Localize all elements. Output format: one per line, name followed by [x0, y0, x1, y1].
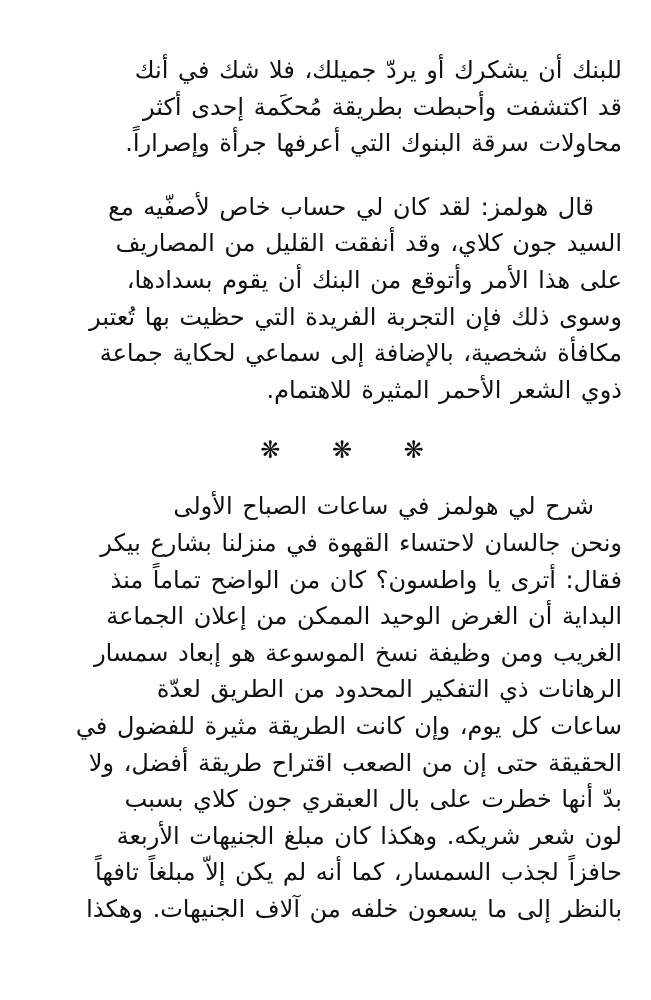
text-line: لون شعر شريكه. وهكذا كان مبلغ الجنيهات الأربعة	[116, 821, 622, 850]
text-line: شرح لي هولمز في ساعات الصباح الأولى	[173, 492, 594, 521]
paragraph-2	[62, 189, 622, 409]
text-line: الرهانات ذي التفكير المحدود من الطريق لعدّة	[156, 675, 622, 704]
text-line: ونحن جالسان لاحتساء القهوة في منزلنا بشارع بيكر	[100, 528, 622, 557]
text-line: الغريب ومن وظيفة نسخ الموسوعة هو إبعاد سمسار	[94, 638, 622, 667]
text-line: البداية أن الغرض الوحيد الممكن من إعلان الجماعة	[106, 602, 622, 631]
page-text	[62, 0, 622, 927]
section-divider: ❋ ❋ ❋	[260, 436, 446, 465]
text-line: بدّ أنها خطرت على بال العبقري جون كلاي بسبب	[124, 785, 622, 814]
text-line: على هذا الأمر وأتوقع من البنك أن يقوم بسدادها،	[126, 265, 622, 294]
text-line: وسوى ذلك فإن التجربة الفريدة التي حظيت بها تُعتبر	[89, 302, 622, 331]
text-line: للبنك أن يشكرك أو يردّ جميلك، فلا شك في أنك	[134, 56, 622, 84]
text-line: محاولات سرقة البنوك التي أعرفها جرأة وإصراراً.	[125, 129, 622, 158]
text-line: قد اكتشفت وأحبطت بطريقة مُحكَمة إحدى أكثر	[143, 92, 622, 121]
text-line: الحقيقة حتى إن من الصعب اقتراح طريقة أفضل، ولا	[88, 748, 622, 777]
text-line: مكافأة شخصية، بالإضافة إلى سماعي لحكاية جماعة	[99, 339, 622, 368]
paragraph-1	[62, 0, 622, 162]
text-line: حافزاً لجذب السمسار، كما أنه لم يكن إلاّ مبلغاً تافهاً	[95, 858, 622, 887]
text-line: ساعات كل يوم، وإن كانت الطريقة مثيرة للفضول في	[75, 711, 622, 740]
text-line: بالنظر إلى ما يسعون خلفه من آلاف الجنيهات. وهكذا	[86, 894, 622, 923]
text-line: قال هولمز: لقد كان لي حساب خاص لأصفّيه مع	[108, 192, 594, 221]
text-line: ذوي الشعر الأحمر المثيرة للاهتمام.	[266, 375, 622, 404]
text-line: فقال: أترى يا واطسون؟ كان من الواضح تماماً منذ	[110, 565, 622, 594]
text-line: السيد جون كلاي، وقد أنفقت القليل من المصاريف	[115, 229, 622, 258]
paragraph-3	[62, 488, 622, 927]
